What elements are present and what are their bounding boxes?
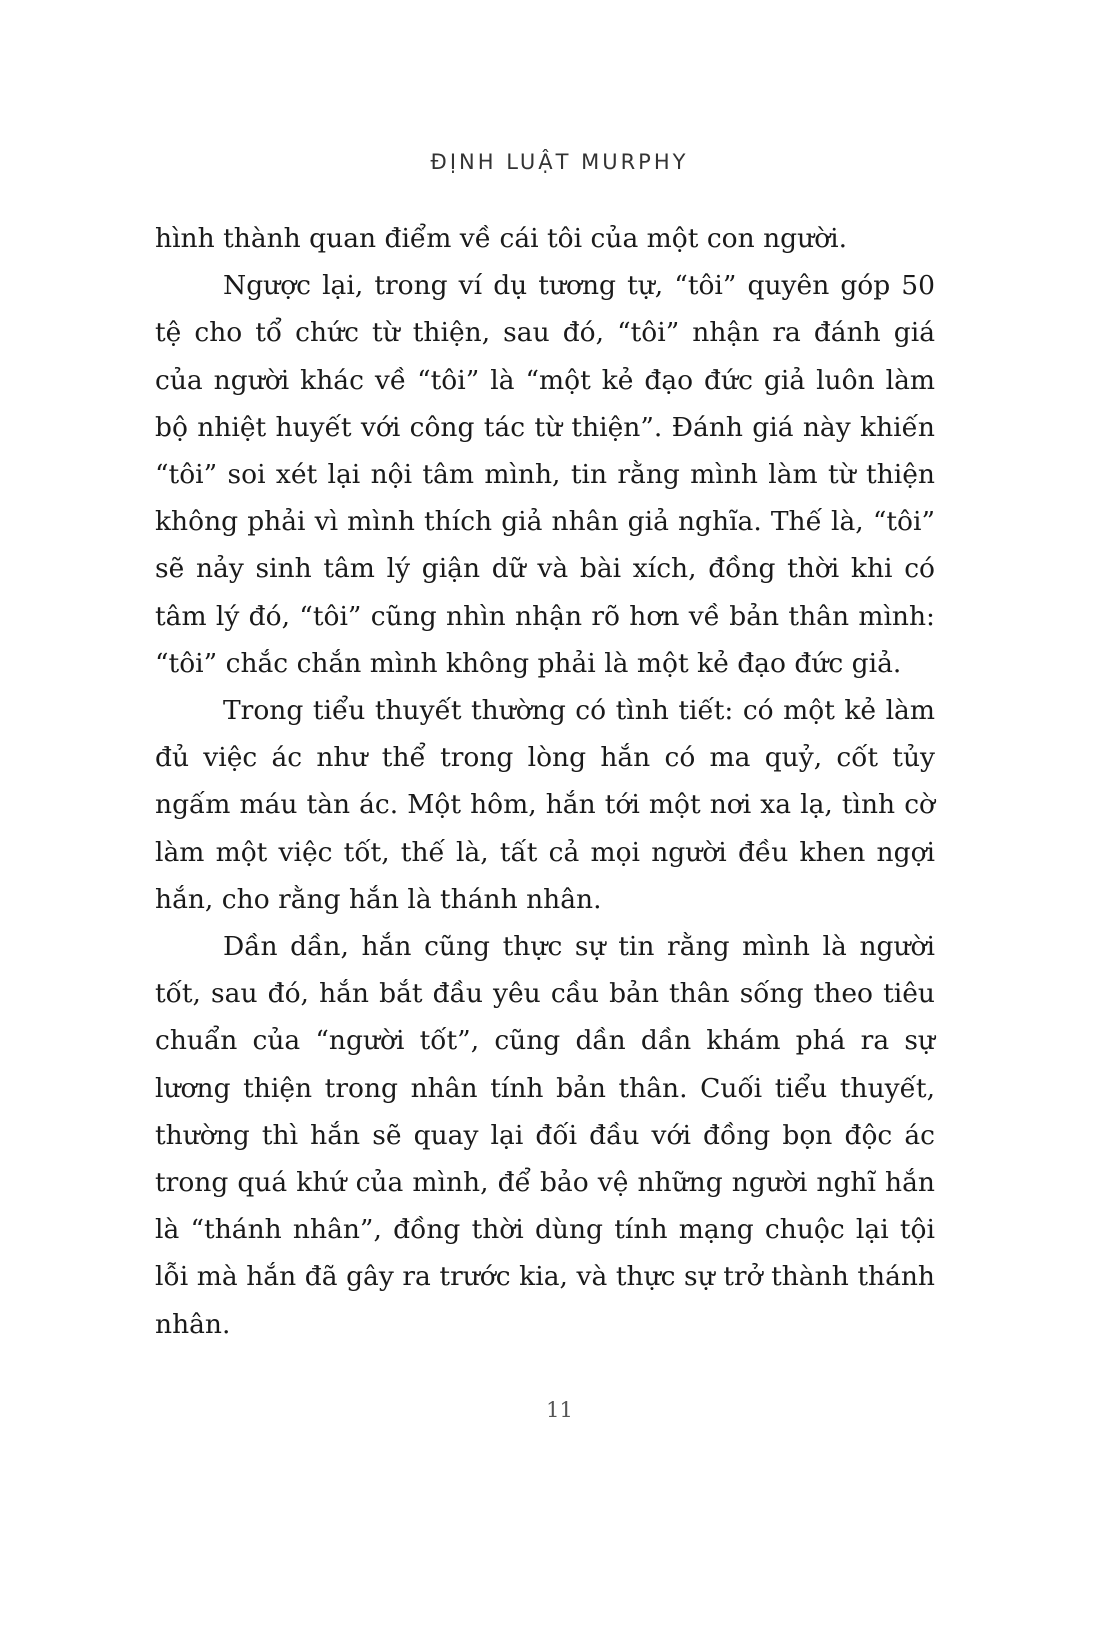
paragraph: Dần dần, hắn cũng thực sự tin rằng mình là người tốt, sau đó, hắn bắt đầu yêu cầu bản thân sống theo tiêu chuẩn của “người tốt”, cũng dần dần khám phá ra sự lương thiện trong nhân tính bản thân. Cuối tiểu thuyết, thường thì hắn sẽ quay lại đối đầu với đồng bọn độc ác trong quá khứ của mình, để bảo vệ những người nghĩ hắn là “thánh nhân”, đồng thời dùng tính mạng chuộc lại tội lỗi mà hắn đã gây ra trước kia, và thực sự trở thành thánh nhân. bbox=[155, 931, 935, 1340]
paragraph: Ngược lại, trong ví dụ tương tự, “tôi” quyên góp 50 tệ cho tổ chức từ thiện, sau đó, “tôi” nhận ra đánh giá của người khác về “tôi” là “một kẻ đạo đức giả luôn làm bộ nhiệt huyết với công tác từ thiện”. Đánh giá này khiến “tôi” soi xét lại nội tâm mình, tin rằng mình làm từ thiện không phải vì mình thích giả nhân giả nghĩa. Thế là, “tôi” sẽ nảy sinh tâm lý giận dữ và bài xích, đồng thời khi có tâm lý đó, “tôi” cũng nhìn nhận rõ hơn về bản thân mình: “tôi” chắc chắn mình không phải là một kẻ đạo đức giả. bbox=[155, 270, 935, 679]
paragraph: Trong tiểu thuyết thường có tình tiết: có một kẻ làm đủ việc ác như thể trong lòng hắn có ma quỷ, cốt tủy ngấm máu tàn ác. Một hôm, hắn tới một nơi xa lạ, tình cờ làm một việc tốt, thế là, tất cả mọi người đều khen ngợi hắn, cho rằng hắn là thánh nhân. bbox=[155, 695, 935, 915]
body-text bbox=[155, 215, 935, 1348]
running-header: ĐỊNH LUẬT MURPHY bbox=[430, 150, 689, 174]
page-number: 11 bbox=[546, 1398, 573, 1422]
paragraph-continued: hình thành quan điểm về cái tôi của một con người. bbox=[155, 223, 848, 254]
